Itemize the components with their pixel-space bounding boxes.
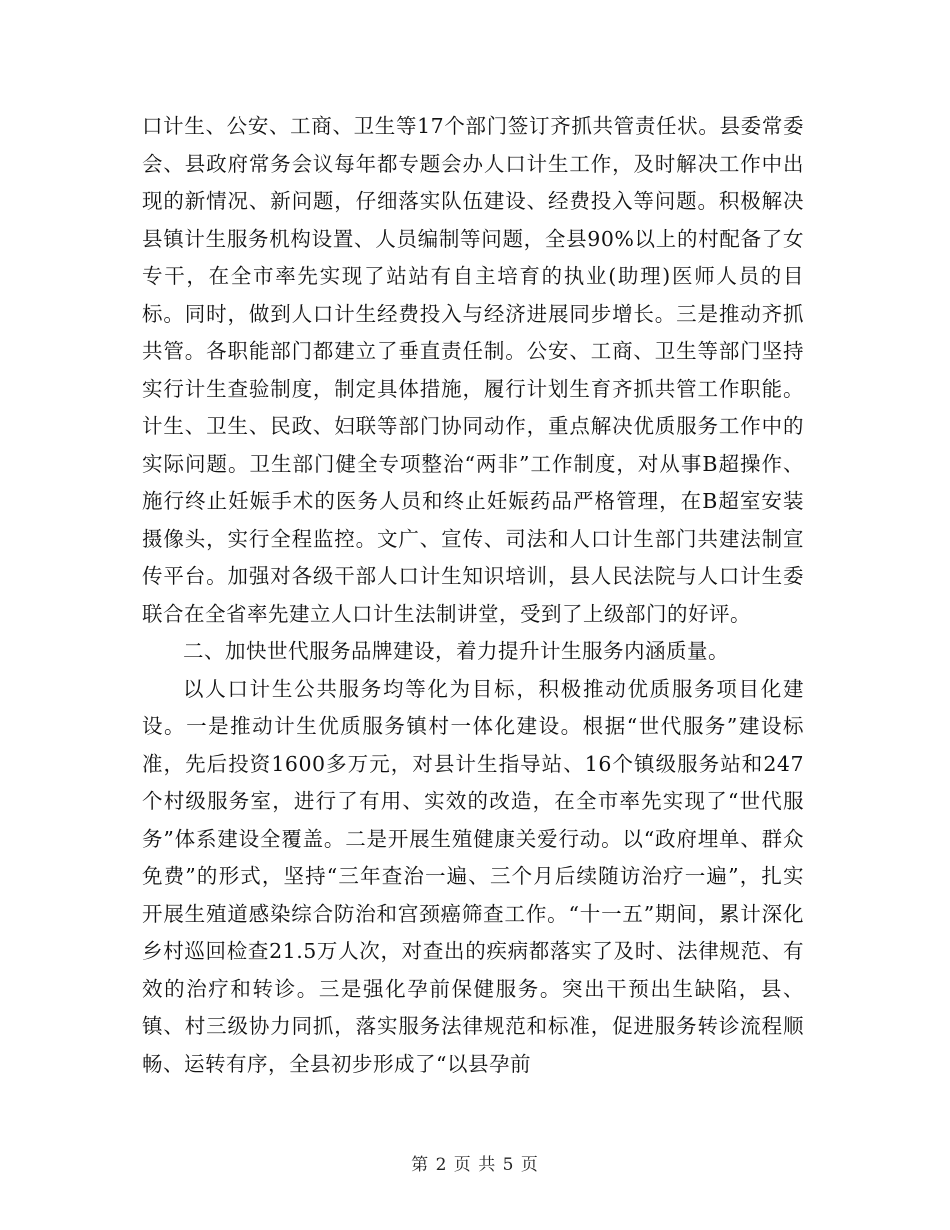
- section-heading: 二、加快世代服务品牌建设，着力提升计生服务内涵质量。: [183, 639, 729, 663]
- paragraph-continuation: 口计生、公安、工商、卫生等17个部门签订齐抓共管责任状。县委常委会、县政府常务会议每年都专题会办人口计生工作，及时解决工作中出现的新情况、新问题，仔细落实队伍建设、经费投入等问题。积极解决县镇计生服务机构设置、人员编制等问题，全县90%以上的村配备了女专干，在全市率先实现了站站有自主培育的执业(助理)医师人员的目标。同时，做到人口计生经费投入与经济进展同步增长。三是推动齐抓共管。各职能部门都建立了垂直责任制。公安、工商、卫生等部门坚持实行计生查验制度，制定具体措施，履行计划生育齐抓共管工作职能。计生、卫生、民政、妇联等部门协同动作，重点解决优质服务工作中的实际问题。卫生部门健全专项整治“两非”工作制度，对从事B超操作、施行终止妊娠手术的医务人员和终止妊娠药品严格管理，在B超室安装摄像头，实行全程监控。文广、宣传、司法和人口计生部门共建法制宣传平台。加强对各级干部人口计生知识培训，县人民法院与人口计生委联合在全省率先建立人口计生法制讲堂，受到了上级部门的好评。: [142, 114, 804, 626]
- page-number-footer: 第 2 页 共 5 页: [411, 1155, 539, 1175]
- paragraph-body: 以人口计生公共服务均等化为目标，积极推动优质服务项目化建设。一是推动计生优质服务镇村一体化建设。根据“世代服务”建设标准，先后投资1600多万元，对县计生指导站、16个镇级服务站和247个村级服务室，进行了有用、实效的改造，在全市率先实现了“世代服务”体系建设全覆盖。二是开展生殖健康关爱行动。以“政府埋单、群众免费”的形式，坚持“三年查治一遍、三个月后续随访治疗一遍”，扎实开展生殖道感染综合防治和宫颈癌筛查工作。“十一五”期间，累计深化乡村巡回检查21.5万人次，对查出的疾病都落实了及时、法律规范、有效的治疗和转诊。三是强化孕前保健服务。突出干预出生缺陷，县、镇、村三级协力同抓，落实服务法律规范和标准，促进服务转诊流程顺畅、运转有序，全县初步形成了“以县孕前: [142, 676, 804, 1076]
- body-text: [142, 108, 804, 1083]
